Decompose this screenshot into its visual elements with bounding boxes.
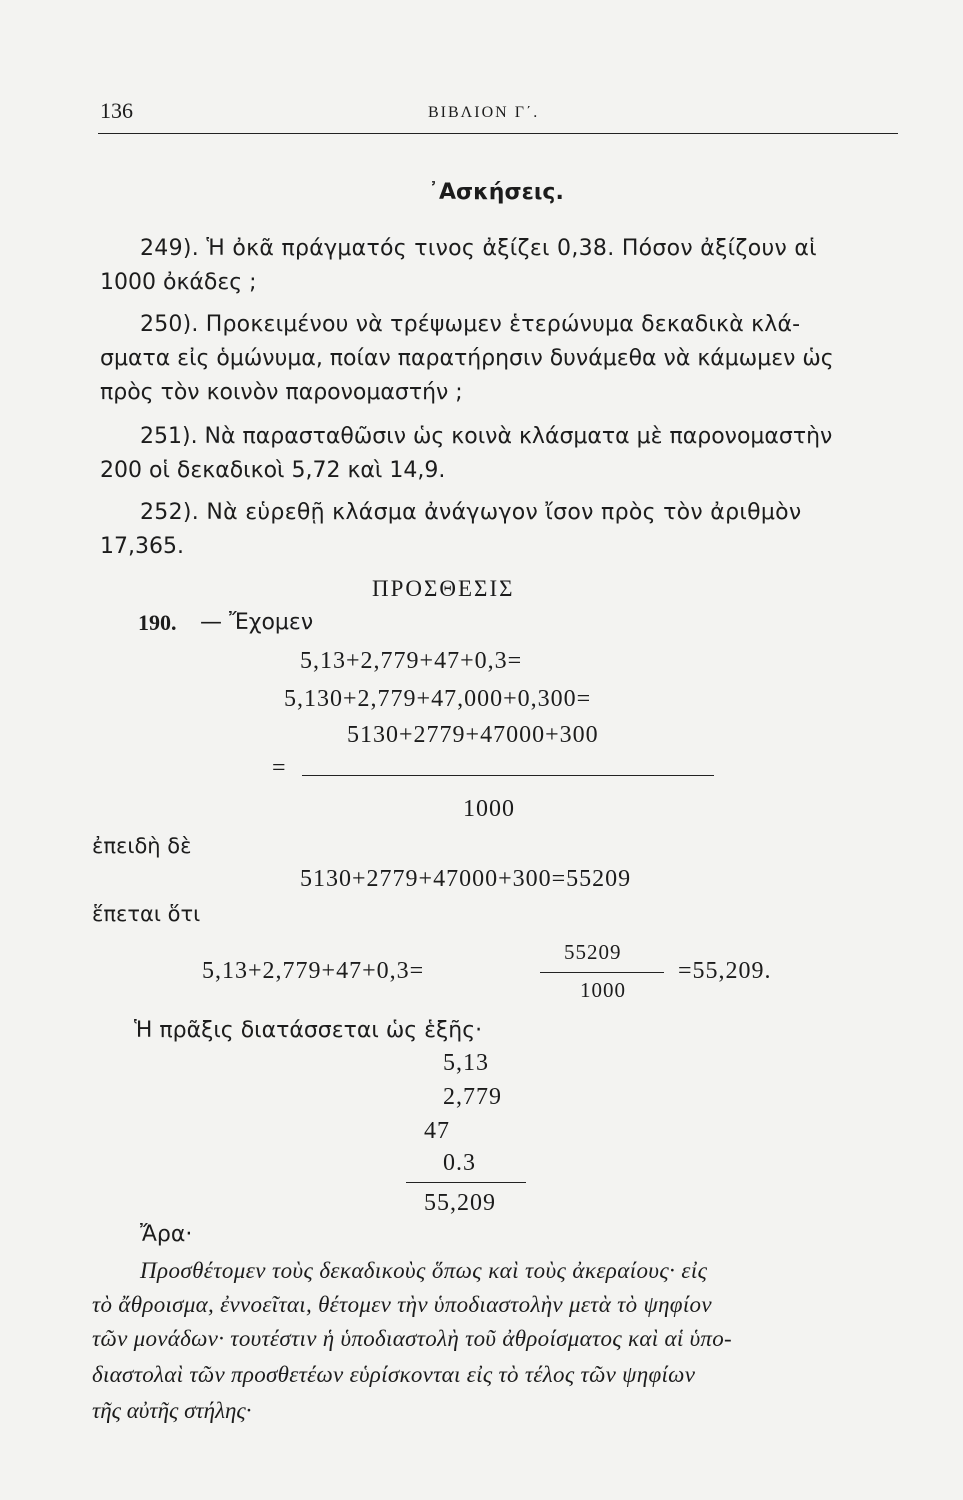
page-number: 136	[100, 98, 133, 123]
exercise-249-line1: 249). Ἡ ὀκᾶ πράγματός τινος ἀξίζει 0,38. Πόσον ἀξίζουν αἱ	[140, 236, 817, 261]
arrangement-intro: Ἡ πρᾶξις διατάσσεται ὡς ἑξῆς·	[134, 1018, 483, 1043]
column-row: 5,13	[443, 1050, 489, 1076]
column-row: 47	[424, 1118, 450, 1144]
exercise-250-line1: 250). Προκειμένου νὰ τρέψωμεν ἑτερώνυμα δεκαδικὰ κλά-	[140, 312, 801, 337]
exercises-heading: ᾿Ασκήσεις.	[428, 180, 564, 205]
header-rule	[98, 133, 898, 134]
follows-label: ἕπεται ὅτι	[92, 902, 201, 926]
exercise-249-line2: 1000 ὀκάδες ;	[100, 270, 257, 295]
since-expression: 5130+2779+47000+300=55209	[300, 866, 632, 892]
paragraph-number: 190.	[138, 610, 177, 635]
paragraph-intro: — Ἔχομεν	[200, 610, 314, 635]
exercise-250-line2: σματα εἰς ὁμώνυμα, ποίαν παρατήρησιν δυνάμεθα νὰ κάμωμεν ὡς	[100, 346, 834, 371]
exercise-251-line2: 200 οἱ δεκαδικοὶ 5,72 καὶ 14,9.	[100, 458, 446, 483]
fraction-bar	[302, 775, 714, 776]
rule-line-2: τὸ ἄθροισμα, ἐννοεῖται, θέτομεν τὴν ὑποδιαστολὴν μετὰ τὸ ψηφίον	[92, 1292, 712, 1317]
result-denominator: 1000	[580, 978, 626, 1002]
column-sum: 55,209	[424, 1190, 496, 1216]
rule-line-1: Προσθέτομεν τοὺς δεκαδικοὺς ὅπως καὶ τοὺς ἀκεραίους· εἰς	[140, 1258, 708, 1283]
rule-line-3: τῶν μονάδων· τουτέστιν ἡ ὑποδιαστολὴ τοῦ ἀθροίσματος καὶ αἱ ὑπο-	[92, 1326, 733, 1351]
result-rhs: =55,209.	[678, 958, 772, 984]
exercise-251-line1: 251). Νὰ παρασταθῶσιν ὡς κοινὰ κλάσματα μὲ παρονομαστὴν	[140, 424, 833, 449]
rule-line-5: τῆς αὐτῆς στήλης·	[92, 1398, 252, 1423]
result-fraction-bar	[540, 972, 664, 973]
section-title: ΠΡΟΣΘΕΣΙΣ	[372, 576, 515, 601]
equation-line-2: 5,130+2,779+47,000+0,300=	[284, 686, 592, 712]
therefore-label: Ἄρα·	[140, 1222, 193, 1247]
equation-line-1: 5,13+2,779+47+0,3=	[300, 648, 523, 674]
result-lhs: 5,13+2,779+47+0,3=	[202, 958, 425, 984]
exercise-252-line1: 252). Νὰ εὑρεθῇ κλάσμα ἀνάγωγον ἴσον πρὸς τὸν ἀριθμὸν	[140, 500, 802, 525]
fraction-numerator: 5130+2779+47000+300	[347, 722, 599, 748]
rule-line-4: διαστολαὶ τῶν προσθετέων εὑρίσκονται εἰς τὸ τέλος τῶν ψηφίων	[92, 1362, 696, 1387]
column-row: 2,779	[443, 1084, 502, 1110]
result-numerator: 55209	[564, 940, 622, 964]
running-title: ΒΙΒΛΙΟΝ Γ΄.	[428, 104, 540, 121]
exercise-252-line2: 17,365.	[100, 534, 184, 559]
fraction-denominator: 1000	[463, 796, 515, 822]
column-sum-rule	[406, 1182, 526, 1183]
exercise-250-line3: πρὸς τὸν κοινὸν παρονομαστήν ;	[100, 380, 463, 405]
column-row: 0.3	[443, 1150, 476, 1176]
fraction-equals: =	[272, 755, 287, 781]
since-label: ἐπειδὴ δὲ	[92, 834, 192, 858]
